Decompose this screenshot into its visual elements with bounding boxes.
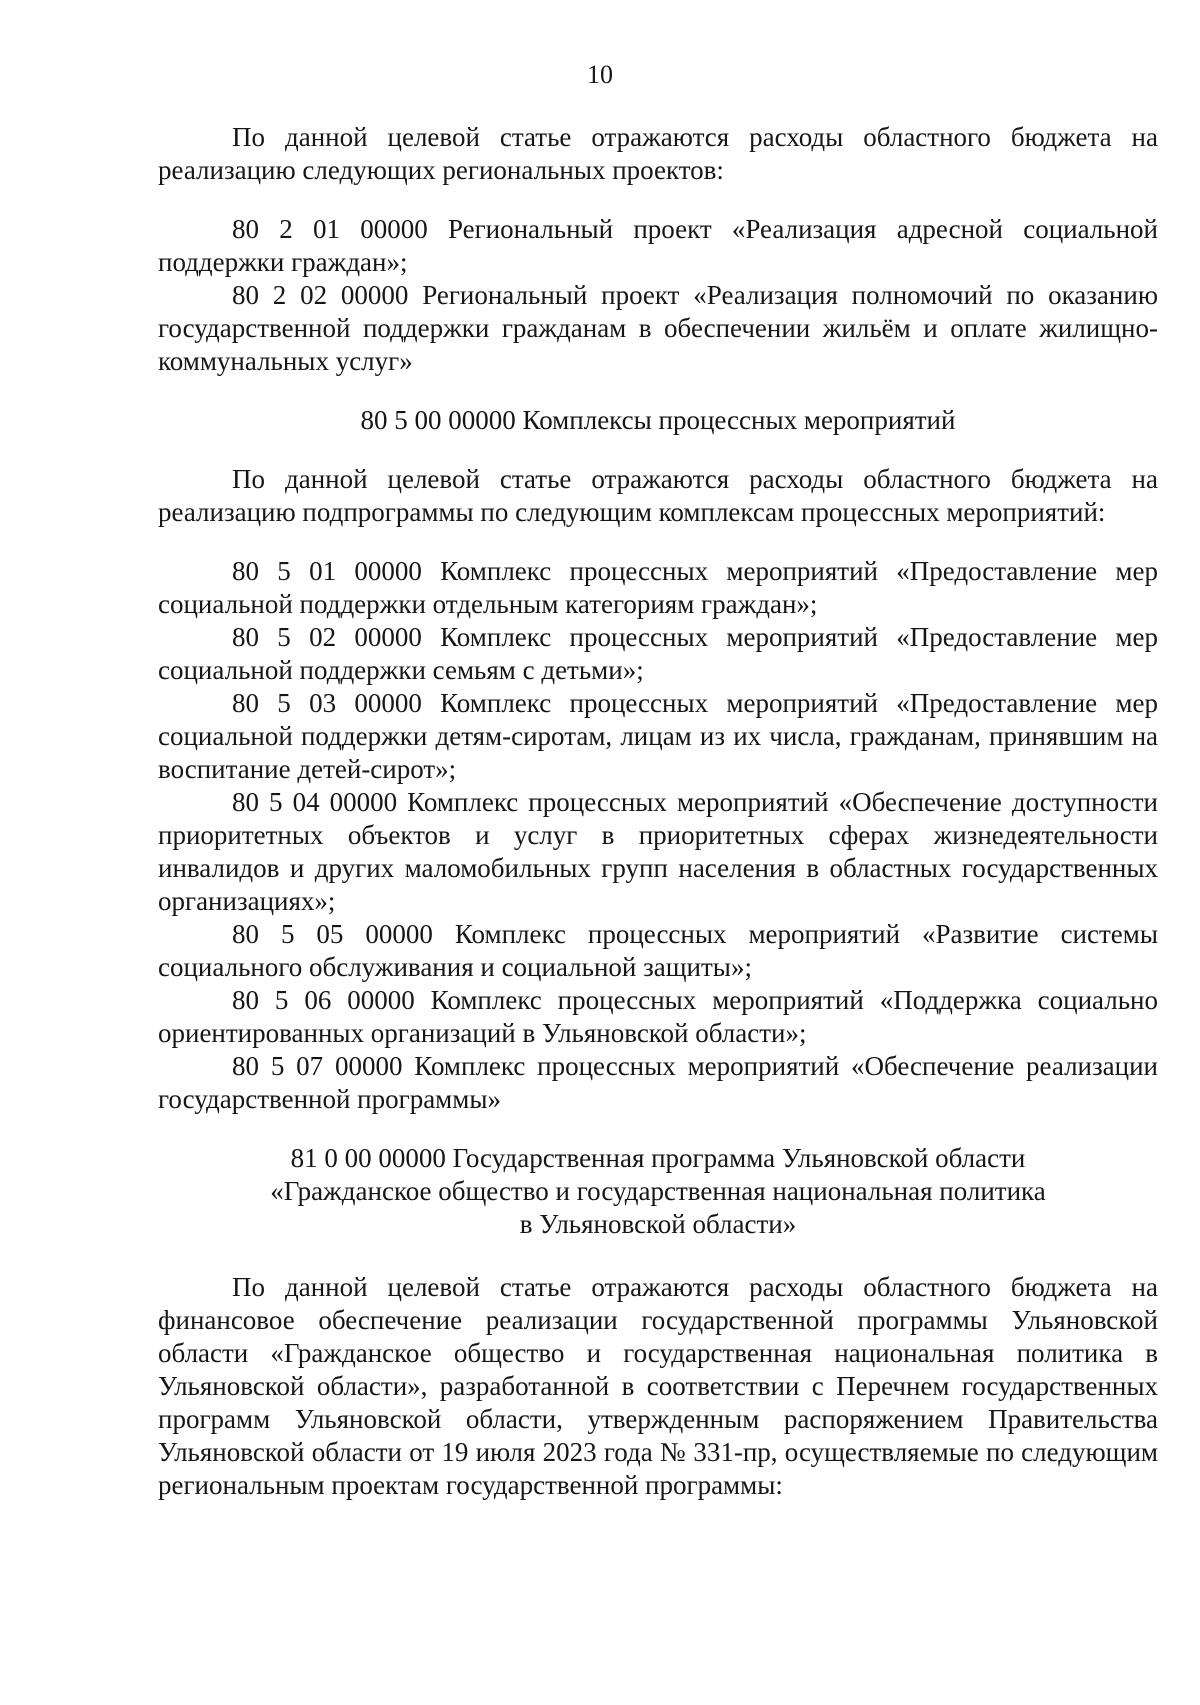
intro-paragraph: По данной целевой статье отражаются расходы областного бюджета на реализацию следующих региональных проектов: bbox=[158, 122, 1158, 185]
complex-item: 80 5 02 00000 Комплекс процессных мероприятий «Предоставление мер социальной поддержки семьям с детьми»; bbox=[158, 622, 1158, 685]
document-body bbox=[158, 121, 1158, 1502]
final-paragraph: По данной целевой статье отражаются расходы областного бюджета на финансовое обеспечение реализации государственной программы Ульяновской области «Гражданское общество и государственная национальная политика в Ульяновской области», разработанной в соответствии с Перечнем государственных программ Ульяновской области, утвержденным распоряжением Правительства Ульяновской области от 19 июля 2023 года № 331-пр, осуществляемые по следующим региональным проектам государственной программы: bbox=[158, 1272, 1158, 1500]
complex-item: 80 5 04 00000 Комплекс процессных мероприятий «Обеспечение доступности приоритетных объектов и услуг в приоритетных сферах жизнедеятельности инвалидов и других маломобильных групп населения в областных государственных организациях»; bbox=[158, 787, 1158, 916]
project-item: 80 2 02 00000 Региональный проект «Реализация полномочий по оказанию государственной поддержки гражданам в обеспечении жильём и оплате жилищно-коммунальных услуг» bbox=[158, 280, 1158, 376]
section-heading-processes: 80 5 00 00000 Комплексы процессных мероприятий bbox=[360, 405, 956, 435]
heading-line: в Ульяновской области» bbox=[519, 1209, 797, 1239]
spacer bbox=[158, 1116, 1158, 1142]
complex-item: 80 5 06 00000 Комплекс процессных мероприятий «Поддержка социально ориентированных организаций в Ульяновской области»; bbox=[158, 985, 1158, 1048]
complex-item: 80 5 01 00000 Комплекс процессных мероприятий «Предоставление мер социальной поддержки отдельным категориям граждан»; bbox=[158, 556, 1158, 619]
heading-line: «Гражданское общество и государственная национальная политика bbox=[270, 1176, 1046, 1206]
spacer bbox=[158, 529, 1158, 555]
section-heading-program bbox=[158, 1142, 1158, 1241]
spacer bbox=[158, 437, 1158, 463]
page-number: 10 bbox=[587, 60, 613, 89]
complex-item: 80 5 03 00000 Комплекс процессных мероприятий «Предоставление мер социальной поддержки детям-сиротам, лицам из их числа, гражданам, принявшим на воспитание детей-сирот»; bbox=[158, 688, 1158, 784]
project-item: 80 2 01 00000 Региональный проект «Реализация адресной социальной поддержки граждан»; bbox=[158, 214, 1158, 277]
complex-item: 80 5 07 00000 Комплекс процессных мероприятий «Обеспечение реализации государственной программы» bbox=[158, 1051, 1158, 1114]
complex-item: 80 5 05 00000 Комплекс процессных мероприятий «Развитие системы социального обслуживания и социальной защиты»; bbox=[158, 919, 1158, 982]
spacer bbox=[158, 378, 1158, 404]
heading-line: 81 0 00 00000 Государственная программа Ульяновской области bbox=[290, 1143, 1026, 1173]
spacer bbox=[158, 1241, 1158, 1271]
intro-paragraph-2: По данной целевой статье отражаются расходы областного бюджета на реализацию подпрограммы по следующим комплексам процессных мероприятий: bbox=[158, 464, 1158, 527]
spacer bbox=[158, 187, 1158, 213]
